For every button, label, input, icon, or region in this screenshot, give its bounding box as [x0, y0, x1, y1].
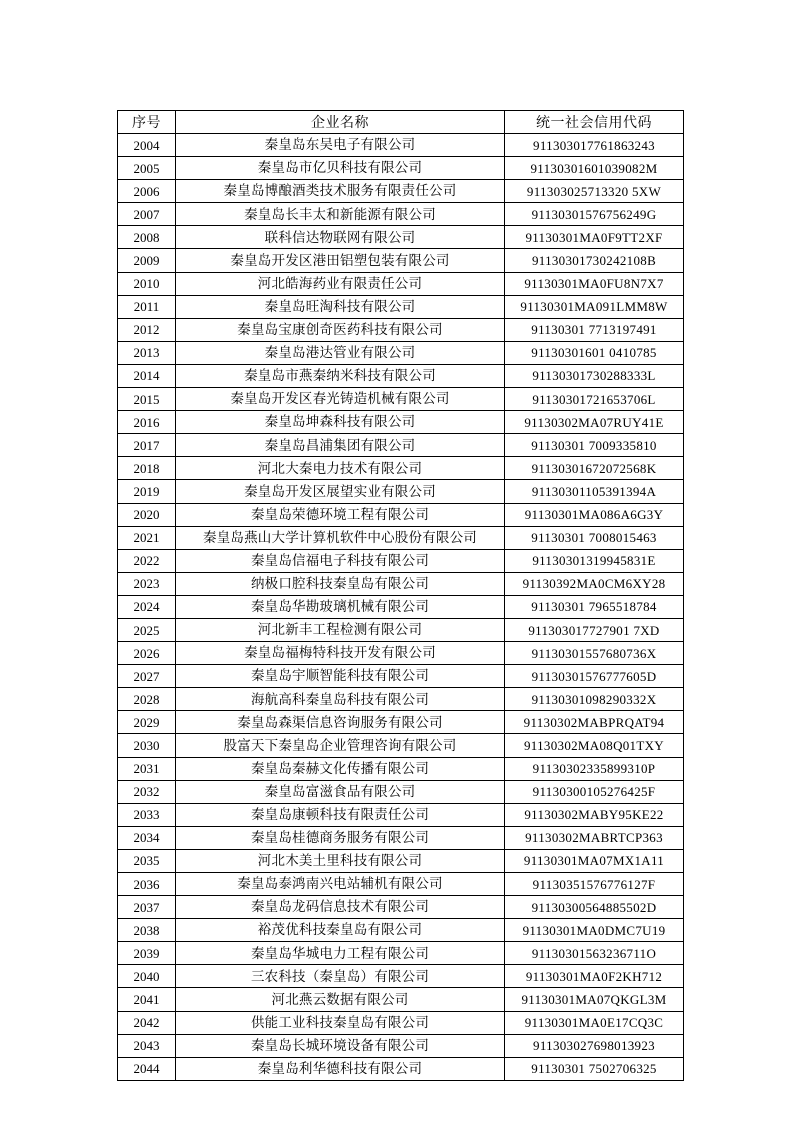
cell-company-name: 秦皇岛荣德环境工程有限公司	[176, 503, 505, 526]
table-row	[118, 873, 684, 896]
table-row	[118, 826, 684, 849]
table-row	[118, 411, 684, 434]
cell-index: 2010	[118, 272, 176, 295]
table-header-row	[118, 111, 684, 134]
cell-index: 2007	[118, 203, 176, 226]
table-row	[118, 249, 684, 272]
table-row	[118, 665, 684, 688]
table-row	[118, 549, 684, 572]
table-row	[118, 364, 684, 387]
table-row	[118, 757, 684, 780]
cell-credit-code: 91130301730288333L	[505, 364, 684, 387]
table-row	[118, 503, 684, 526]
cell-credit-code: 911303025713320 5XW	[505, 180, 684, 203]
column-header-company-name: 企业名称	[176, 111, 505, 134]
cell-index: 2019	[118, 480, 176, 503]
table-row	[118, 203, 684, 226]
cell-index: 2037	[118, 896, 176, 919]
table-row	[118, 457, 684, 480]
cell-company-name: 秦皇岛博酿酒类技术服务有限责任公司	[176, 180, 505, 203]
cell-credit-code: 91130301105391394A	[505, 480, 684, 503]
cell-index: 2004	[118, 134, 176, 157]
cell-index: 2041	[118, 988, 176, 1011]
cell-company-name: 河北大秦电力技术有限公司	[176, 457, 505, 480]
cell-credit-code: 91130302335899310P	[505, 757, 684, 780]
cell-credit-code: 91130301MA07QKGL3M	[505, 988, 684, 1011]
cell-credit-code: 911303017761863243	[505, 134, 684, 157]
cell-index: 2005	[118, 157, 176, 180]
cell-company-name: 秦皇岛华城电力工程有限公司	[176, 942, 505, 965]
cell-index: 2044	[118, 1057, 176, 1080]
cell-index: 2013	[118, 341, 176, 364]
table-row	[118, 180, 684, 203]
company-list-table	[117, 110, 684, 1081]
cell-index: 2006	[118, 180, 176, 203]
table-row	[118, 572, 684, 595]
cell-index: 2030	[118, 734, 176, 757]
cell-company-name: 秦皇岛开发区春光铸造机械有限公司	[176, 388, 505, 411]
cell-credit-code: 91130301 7713197491	[505, 318, 684, 341]
table-row	[118, 688, 684, 711]
cell-company-name: 秦皇岛森渠信息咨询服务有限公司	[176, 711, 505, 734]
cell-credit-code: 91130301MA0F2KH712	[505, 965, 684, 988]
cell-index: 2042	[118, 1011, 176, 1034]
cell-credit-code: 91130301 7502706325	[505, 1057, 684, 1080]
cell-credit-code: 91130301MA0DMC7U19	[505, 919, 684, 942]
cell-company-name: 秦皇岛康顿科技有限责任公司	[176, 803, 505, 826]
cell-credit-code: 91130301576777605D	[505, 665, 684, 688]
table-row	[118, 434, 684, 457]
cell-credit-code: 91130301557680736X	[505, 642, 684, 665]
cell-credit-code: 91130301MA07MX1A11	[505, 849, 684, 872]
cell-company-name: 秦皇岛开发区港田铝塑包装有限公司	[176, 249, 505, 272]
cell-company-name: 秦皇岛富滋食品有限公司	[176, 780, 505, 803]
cell-company-name: 秦皇岛信福电子科技有限公司	[176, 549, 505, 572]
cell-company-name: 裕茂优科技秦皇岛有限公司	[176, 919, 505, 942]
table-row	[118, 642, 684, 665]
cell-index: 2027	[118, 665, 176, 688]
cell-index: 2039	[118, 942, 176, 965]
cell-company-name: 秦皇岛龙码信息技术有限公司	[176, 896, 505, 919]
column-header-index: 序号	[118, 111, 176, 134]
cell-company-name: 秦皇岛长丰太和新能源有限公司	[176, 203, 505, 226]
table-row	[118, 919, 684, 942]
table-row	[118, 526, 684, 549]
cell-credit-code: 91130301319945831E	[505, 549, 684, 572]
cell-index: 2026	[118, 642, 176, 665]
cell-credit-code: 91130301MA0FU8N7X7	[505, 272, 684, 295]
cell-credit-code: 91130301721653706L	[505, 388, 684, 411]
cell-index: 2028	[118, 688, 176, 711]
table-row	[118, 1011, 684, 1034]
cell-credit-code: 91130301MA0E17CQ3C	[505, 1011, 684, 1034]
cell-company-name: 秦皇岛长城环境设备有限公司	[176, 1034, 505, 1057]
cell-company-name: 秦皇岛开发区展望实业有限公司	[176, 480, 505, 503]
table-header	[118, 111, 684, 134]
cell-company-name: 三农科技（秦皇岛）有限公司	[176, 965, 505, 988]
table-row	[118, 711, 684, 734]
table-row	[118, 272, 684, 295]
cell-company-name: 秦皇岛东吴电子有限公司	[176, 134, 505, 157]
cell-company-name: 纳极口腔科技秦皇岛有限公司	[176, 572, 505, 595]
cell-credit-code: 91130301576756249G	[505, 203, 684, 226]
cell-company-name: 秦皇岛宝康创奇医药科技有限公司	[176, 318, 505, 341]
cell-company-name: 秦皇岛昌浦集团有限公司	[176, 434, 505, 457]
company-table-container	[117, 110, 683, 1081]
cell-company-name: 秦皇岛港达管业有限公司	[176, 341, 505, 364]
cell-index: 2038	[118, 919, 176, 942]
cell-index: 2033	[118, 803, 176, 826]
cell-credit-code: 91130392MA0CM6XY28	[505, 572, 684, 595]
cell-credit-code: 91130300105276425F	[505, 780, 684, 803]
table-row	[118, 480, 684, 503]
cell-index: 2009	[118, 249, 176, 272]
cell-credit-code: 91130300564885502D	[505, 896, 684, 919]
table-row	[118, 295, 684, 318]
cell-index: 2015	[118, 388, 176, 411]
table-row	[118, 988, 684, 1011]
cell-index: 2024	[118, 595, 176, 618]
cell-company-name: 秦皇岛秦赫文化传播有限公司	[176, 757, 505, 780]
table-row	[118, 734, 684, 757]
cell-company-name: 秦皇岛宇顺智能科技有限公司	[176, 665, 505, 688]
cell-company-name: 河北木美土里科技有限公司	[176, 849, 505, 872]
cell-credit-code: 91130302MABRTCP363	[505, 826, 684, 849]
cell-company-name: 秦皇岛泰鸿南兴电站辅机有限公司	[176, 873, 505, 896]
cell-company-name: 秦皇岛桂德商务服务有限公司	[176, 826, 505, 849]
cell-credit-code: 91130302MA08Q01TXY	[505, 734, 684, 757]
cell-index: 2022	[118, 549, 176, 572]
table-row	[118, 134, 684, 157]
cell-index: 2016	[118, 411, 176, 434]
table-row	[118, 318, 684, 341]
cell-credit-code: 91130301601039082M	[505, 157, 684, 180]
cell-index: 2014	[118, 364, 176, 387]
cell-company-name: 秦皇岛福梅特科技开发有限公司	[176, 642, 505, 665]
cell-index: 2012	[118, 318, 176, 341]
table-body	[118, 134, 684, 1081]
cell-index: 2034	[118, 826, 176, 849]
cell-company-name: 供能工业科技秦皇岛有限公司	[176, 1011, 505, 1034]
table-row	[118, 618, 684, 641]
table-row	[118, 849, 684, 872]
table-row	[118, 595, 684, 618]
cell-index: 2035	[118, 849, 176, 872]
cell-credit-code: 91130301730242108B	[505, 249, 684, 272]
cell-index: 2032	[118, 780, 176, 803]
cell-credit-code: 91130301563236711O	[505, 942, 684, 965]
cell-company-name: 秦皇岛市亿贝科技有限公司	[176, 157, 505, 180]
table-row	[118, 388, 684, 411]
cell-credit-code: 91130302MABY95KE22	[505, 803, 684, 826]
table-row	[118, 341, 684, 364]
column-header-credit-code: 统一社会信用代码	[505, 111, 684, 134]
cell-index: 2011	[118, 295, 176, 318]
cell-company-name: 河北燕云数据有限公司	[176, 988, 505, 1011]
cell-company-name: 秦皇岛燕山大学计算机软件中心股份有限公司	[176, 526, 505, 549]
cell-index: 2018	[118, 457, 176, 480]
cell-credit-code: 91130301MA091LMM8W	[505, 295, 684, 318]
cell-company-name: 秦皇岛旺淘科技有限公司	[176, 295, 505, 318]
cell-index: 2021	[118, 526, 176, 549]
table-row	[118, 780, 684, 803]
cell-index: 2031	[118, 757, 176, 780]
cell-credit-code: 91130301MA0F9TT2XF	[505, 226, 684, 249]
cell-credit-code: 911303017727901 7XD	[505, 618, 684, 641]
cell-credit-code: 91130302MABPRQAT94	[505, 711, 684, 734]
cell-credit-code: 91130301672072568K	[505, 457, 684, 480]
cell-company-name: 联科信达物联网有限公司	[176, 226, 505, 249]
table-row	[118, 1034, 684, 1057]
table-row	[118, 965, 684, 988]
cell-credit-code: 91130301 7965518784	[505, 595, 684, 618]
cell-company-name: 秦皇岛利华德科技有限公司	[176, 1057, 505, 1080]
cell-company-name: 河北皓海药业有限责任公司	[176, 272, 505, 295]
cell-credit-code: 91130301601 0410785	[505, 341, 684, 364]
cell-company-name: 海航高科秦皇岛科技有限公司	[176, 688, 505, 711]
cell-credit-code: 91130301 7008015463	[505, 526, 684, 549]
cell-credit-code: 91130302MA07RUY41E	[505, 411, 684, 434]
cell-credit-code: 91130301 7009335810	[505, 434, 684, 457]
cell-index: 2020	[118, 503, 176, 526]
table-row	[118, 226, 684, 249]
cell-company-name: 秦皇岛华勘玻璃机械有限公司	[176, 595, 505, 618]
table-row	[118, 1057, 684, 1080]
table-row	[118, 803, 684, 826]
table-row	[118, 942, 684, 965]
cell-index: 2036	[118, 873, 176, 896]
cell-index: 2040	[118, 965, 176, 988]
cell-index: 2023	[118, 572, 176, 595]
table-row	[118, 896, 684, 919]
cell-credit-code: 91130301MA086A6G3Y	[505, 503, 684, 526]
cell-index: 2043	[118, 1034, 176, 1057]
cell-company-name: 河北新丰工程检测有限公司	[176, 618, 505, 641]
cell-company-name: 秦皇岛坤森科技有限公司	[176, 411, 505, 434]
cell-credit-code: 911303027698013923	[505, 1034, 684, 1057]
cell-index: 2008	[118, 226, 176, 249]
cell-index: 2017	[118, 434, 176, 457]
cell-credit-code: 91130301098290332X	[505, 688, 684, 711]
table-row	[118, 157, 684, 180]
cell-credit-code: 91130351576776127F	[505, 873, 684, 896]
cell-company-name: 秦皇岛市燕秦纳米科技有限公司	[176, 364, 505, 387]
cell-company-name: 股富天下秦皇岛企业管理咨询有限公司	[176, 734, 505, 757]
cell-index: 2025	[118, 618, 176, 641]
cell-index: 2029	[118, 711, 176, 734]
